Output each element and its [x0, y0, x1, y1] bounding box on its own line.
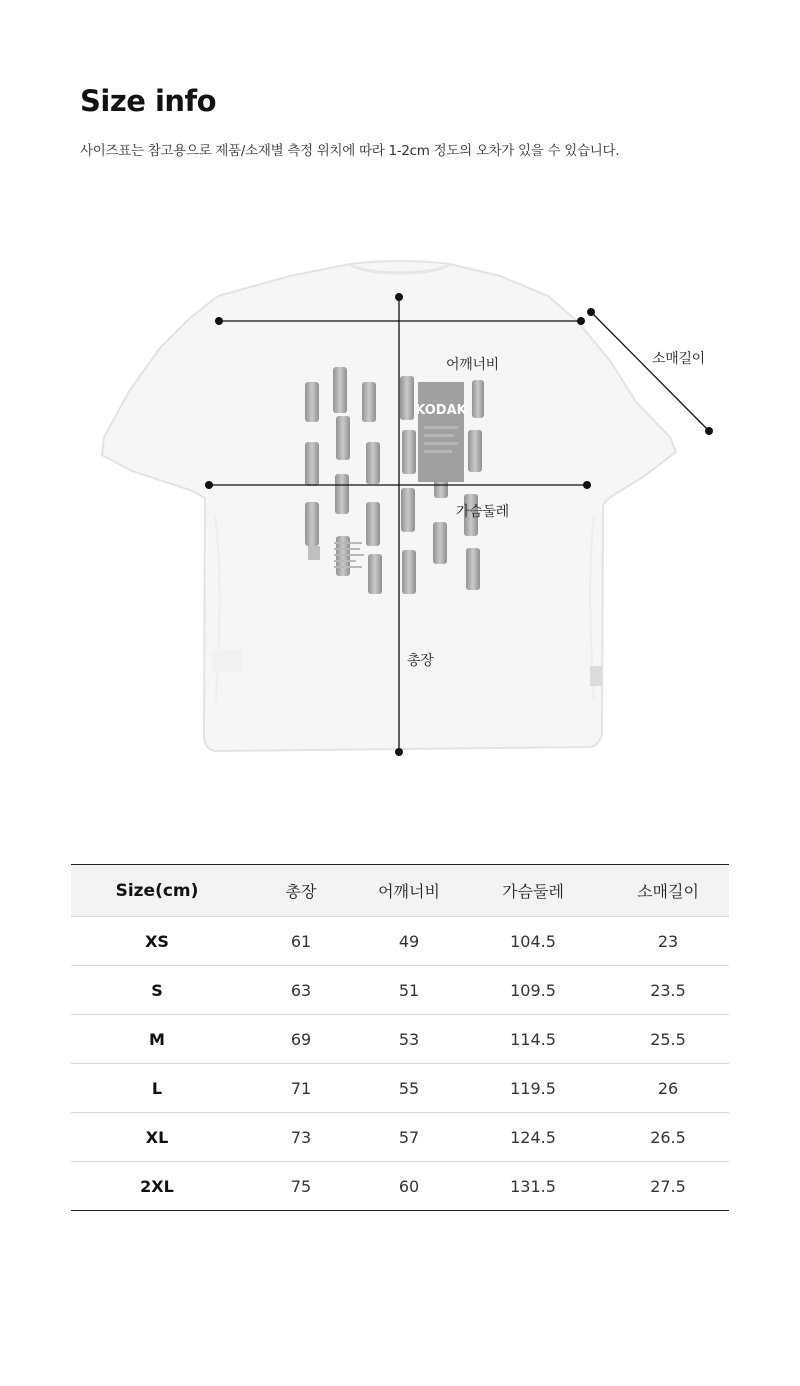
table-header-row: [71, 865, 729, 917]
size-cell: M: [71, 1015, 243, 1064]
table-row: [71, 1113, 729, 1162]
table-row: [71, 1064, 729, 1113]
header-shoulder: 어깨너비: [378, 882, 440, 901]
size-table: [71, 864, 729, 1211]
table-row: [71, 1015, 729, 1064]
sleeve-cell: 23: [607, 917, 729, 966]
sleeve-cell: 26: [607, 1064, 729, 1113]
size-cell: 2XL: [71, 1162, 243, 1211]
shoulder-cell: 51: [359, 966, 459, 1015]
size-cell: S: [71, 966, 243, 1015]
chest-cell: 114.5: [459, 1015, 607, 1064]
chest-cell: 119.5: [459, 1064, 607, 1113]
tshirt-shape: [102, 261, 676, 751]
shoulder-cell: 57: [359, 1113, 459, 1162]
sleeve-label: 소매길이: [652, 351, 705, 367]
shoulder-label: 어깨너비: [446, 357, 499, 373]
shoulder-cell: 49: [359, 917, 459, 966]
table-row: [71, 1162, 729, 1211]
header-chest: 가슴둘레: [502, 882, 564, 901]
length-cell: 71: [243, 1064, 359, 1113]
sleeve-cell: 26.5: [607, 1113, 729, 1162]
page-title: Size info: [80, 84, 217, 118]
sleeve-cell: 27.5: [607, 1162, 729, 1211]
sleeve-cell: 25.5: [607, 1015, 729, 1064]
chest-cell: 109.5: [459, 966, 607, 1015]
length-cell: 73: [243, 1113, 359, 1162]
size-disclaimer: 사이즈표는 참고용으로 제품/소재별 측정 위치에 따라 1-2cm 정도의 오차가 있을 수 있습니다.: [80, 143, 620, 159]
shoulder-cell: 60: [359, 1162, 459, 1211]
chest-label: 가슴둘레: [456, 504, 509, 520]
kodak-print-text: KODAK: [415, 403, 467, 418]
size-cell: L: [71, 1064, 243, 1113]
sleeve-cell: 23.5: [607, 966, 729, 1015]
length-cell: 61: [243, 917, 359, 966]
length-cell: 75: [243, 1162, 359, 1211]
shoulder-cell: 55: [359, 1064, 459, 1113]
table-row: [71, 966, 729, 1015]
header-size: Size(cm): [115, 880, 199, 901]
chest-cell: 104.5: [459, 917, 607, 966]
length-label: 총장: [407, 653, 434, 669]
chest-cell: 131.5: [459, 1162, 607, 1211]
header-sleeve: 소매길이: [637, 882, 699, 901]
side-tag: [590, 666, 602, 686]
shoulder-cell: 53: [359, 1015, 459, 1064]
table-row: [71, 917, 729, 966]
chest-cell: 124.5: [459, 1113, 607, 1162]
length-cell: 63: [243, 966, 359, 1015]
header-length: 총장: [285, 882, 317, 901]
length-cell: 69: [243, 1015, 359, 1064]
tshirt-measurement-diagram: [0, 230, 800, 790]
size-cell: XS: [71, 917, 243, 966]
size-cell: XL: [71, 1113, 243, 1162]
tshirt-illustration: [0, 230, 800, 790]
